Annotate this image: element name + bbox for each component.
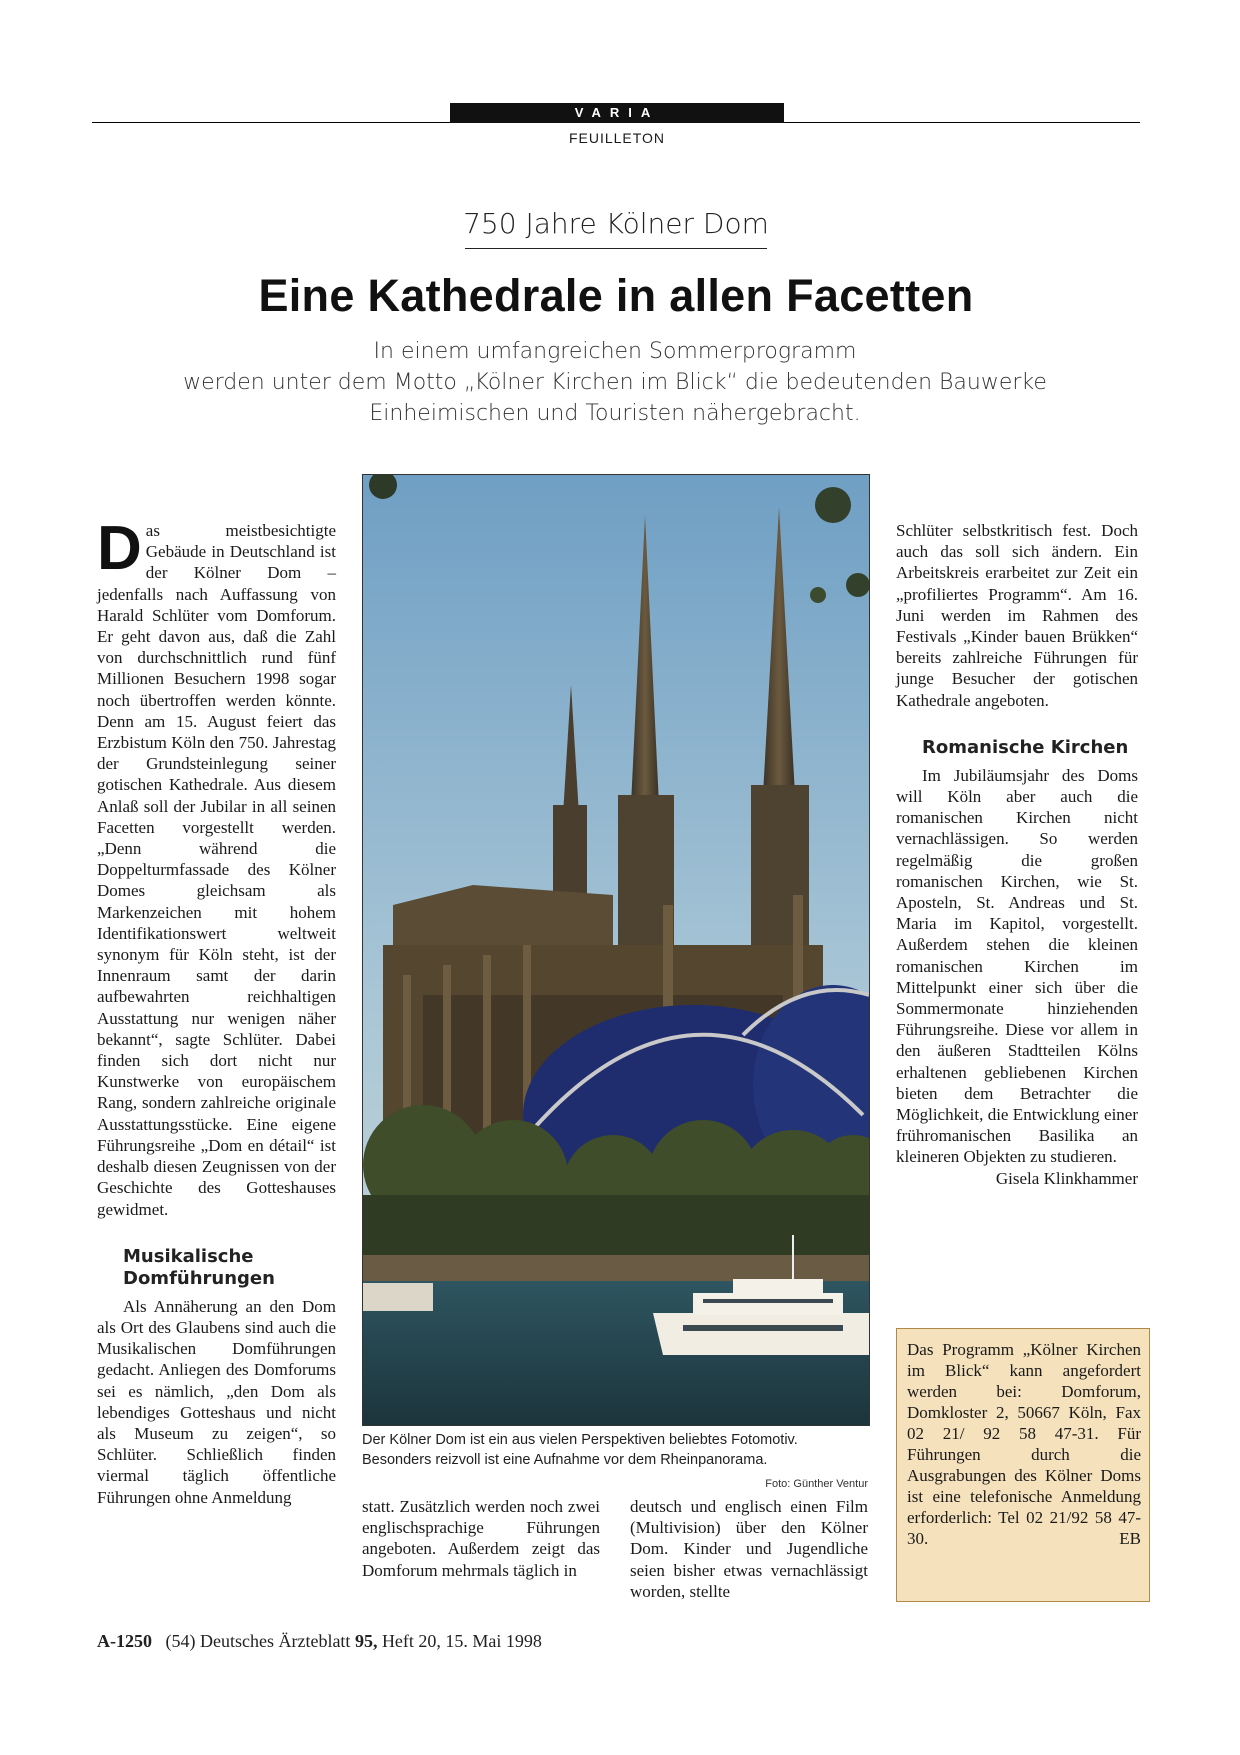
volume-number: 95, <box>354 1631 378 1651</box>
photo-caption <box>362 1430 868 1494</box>
page-number: A-1250 <box>97 1631 152 1651</box>
paragraph-text: Im Jubiläumsjahr des Doms will Köln aber auch die romanischen Kirchen nicht vernachlässigen. So werden regelmäßig die großen romanischen Kirchen, wie St. Aposteln, St. Andreas und St. Maria im Kapitol, vorgestellt. Außerdem stehen die kleinen romanischen Kirchen im Mittelpunkt einer sich über die Sommermonate hinziehenden Führungsreihe. Diese vor allem in den äußeren Stadtteilen Kölns erhaltenen gebliebenen Kirchen bieten dem Betrachter die Möglichkeit, die Entwicklung einer frühromanischen Basilika an kleineren Objekten zu studieren. <box>896 765 1138 1167</box>
photo-credit: Foto: Günther Ventur <box>765 1478 868 1490</box>
deck-line: Einheimischen und Touristen nähergebracht. <box>369 401 861 426</box>
paragraph: statt. Zusätzlich werden noch zwei englischsprachige Führungen angeboten. Außerdem zeigt das Domforum mehrmals täglich in <box>362 1497 600 1580</box>
deck-line: In einem umfangreichen Sommerprogramm <box>373 339 857 364</box>
author-name: Gisela Klinkhammer <box>995 1168 1138 1188</box>
article-deck <box>120 336 1110 429</box>
article-column-1 <box>97 514 336 1508</box>
cathedral-photo <box>362 474 870 1426</box>
kicker-underline <box>465 248 767 249</box>
article-column-3 <box>896 520 1138 1189</box>
paragraph: Als Annäherung an den Dom als Ort des Glaubens sind auch die Musikalischen Domführungen gedacht. Anliegen des Domforums sei es nämlich, „den Dom als lebendiges Gotteshaus und nicht als Museum zu zeigen“, so Schlüter. Schließlich finden viermal täglich öffentliche Führungen ohne Anmeldung <box>97 1296 336 1507</box>
paragraph <box>97 514 336 1220</box>
deck-line: werden unter dem Motto „Kölner Kirchen im Blick“ die bedeutenden Bauwerke <box>183 370 1047 395</box>
paragraph: deutsch und englisch einen Film (Multivision) über den Kölner Dom. Kinder und Jugendliche seien bisher etwas vernachlässigt worden, stellte <box>630 1497 868 1601</box>
caption-text: Der Kölner Dom ist ein aus vielen Perspektiven beliebtes Fotomotiv. Besonders reizvoll ist eine Aufnahme vor dem Rheinpanorama. <box>362 1432 798 1468</box>
paragraph <box>896 765 1138 1188</box>
paragraph: Schlüter selbstkritisch fest. Doch auch das soll sich ändern. Ein Arbeitskreis erarbeitet zur Zeit ein „profiliertes Programm“. Am 16. Juni werden im Rahmen des Festivals „Kinder bauen Brükken“ bereits zahlreiche Führungen für junge Besucher der gotischen Kathedrale angeboten. <box>896 521 1138 710</box>
issue-suffix: Heft 20, 15. Mai 1998 <box>381 1631 542 1651</box>
article-kicker: 750 Jahre Kölner Dom <box>463 207 769 240</box>
article-headline: Eine Kathedrale in allen Facetten <box>258 270 974 321</box>
info-box-text: Das Programm „Kölner Kirchen im Blick“ kann angefordert werden bei: Domforum, Domkloster 2, 50667 Köln, Fax 02 21/ 92 58 47-31. Für Führungen durch die Ausgrabungen des Kölner Doms ist eine telefonische Anmeldung erforderlich: Tel 02 21/92 58 47-30. <box>907 1340 1141 1548</box>
article-column-2b <box>630 1496 868 1602</box>
drop-cap: D <box>97 514 142 583</box>
rubric-label: FEUILLETON <box>568 130 666 146</box>
subheading: Musikalische Domführungen <box>123 1245 275 1289</box>
subheading: Romanische Kirchen <box>922 736 1129 758</box>
info-box <box>896 1328 1150 1602</box>
issue-prefix: (54) Deutsches Ärzteblatt <box>165 1631 351 1651</box>
article-column-2a <box>362 1496 600 1581</box>
info-box-signature: EB <box>1119 1529 1141 1548</box>
paragraph-text: as meistbesichtigte Gebäude in Deutschland ist der Kölner Dom – jedenfalls nach Auffassung von Harald Schlüter vom Domforum. Er geht davon aus, daß die Zahl von durchschnittlich rund fünf Millionen Besuchern 1998 sogar noch übertroffen werden könnte. Denn am 15. August feiert das Erzbistum Köln den 750. Jahrestag der Grundsteinlegung seiner gotischen Kathedrale. Aus diesem Anlaß soll der Jubilar in all seinen Facetten vorgestellt werden. „Denn während die Doppelturmfassade des Kölner Domes gleichsam als Markenzeichen mit hohem Identifikationswert weltweit synonym für Köln steht, ist der Innenraum samt der darin aufbewahrten reichhaltigen Ausstattung nur wenigen näher bekannt“, sagte Schlüter. Dabei finden sich dort nicht nur Kunstwerke von europäischem Rang, sondern zahlreiche originale Ausstattungsstücke. Eine eigene Führungsreihe „Dom en détail“ ist deshalb diesen Zeugnissen von der Geschichte des Gotteshauses gewidmet. <box>97 521 336 1219</box>
page-footer <box>97 1631 542 1652</box>
section-label: VARIA <box>450 103 784 123</box>
